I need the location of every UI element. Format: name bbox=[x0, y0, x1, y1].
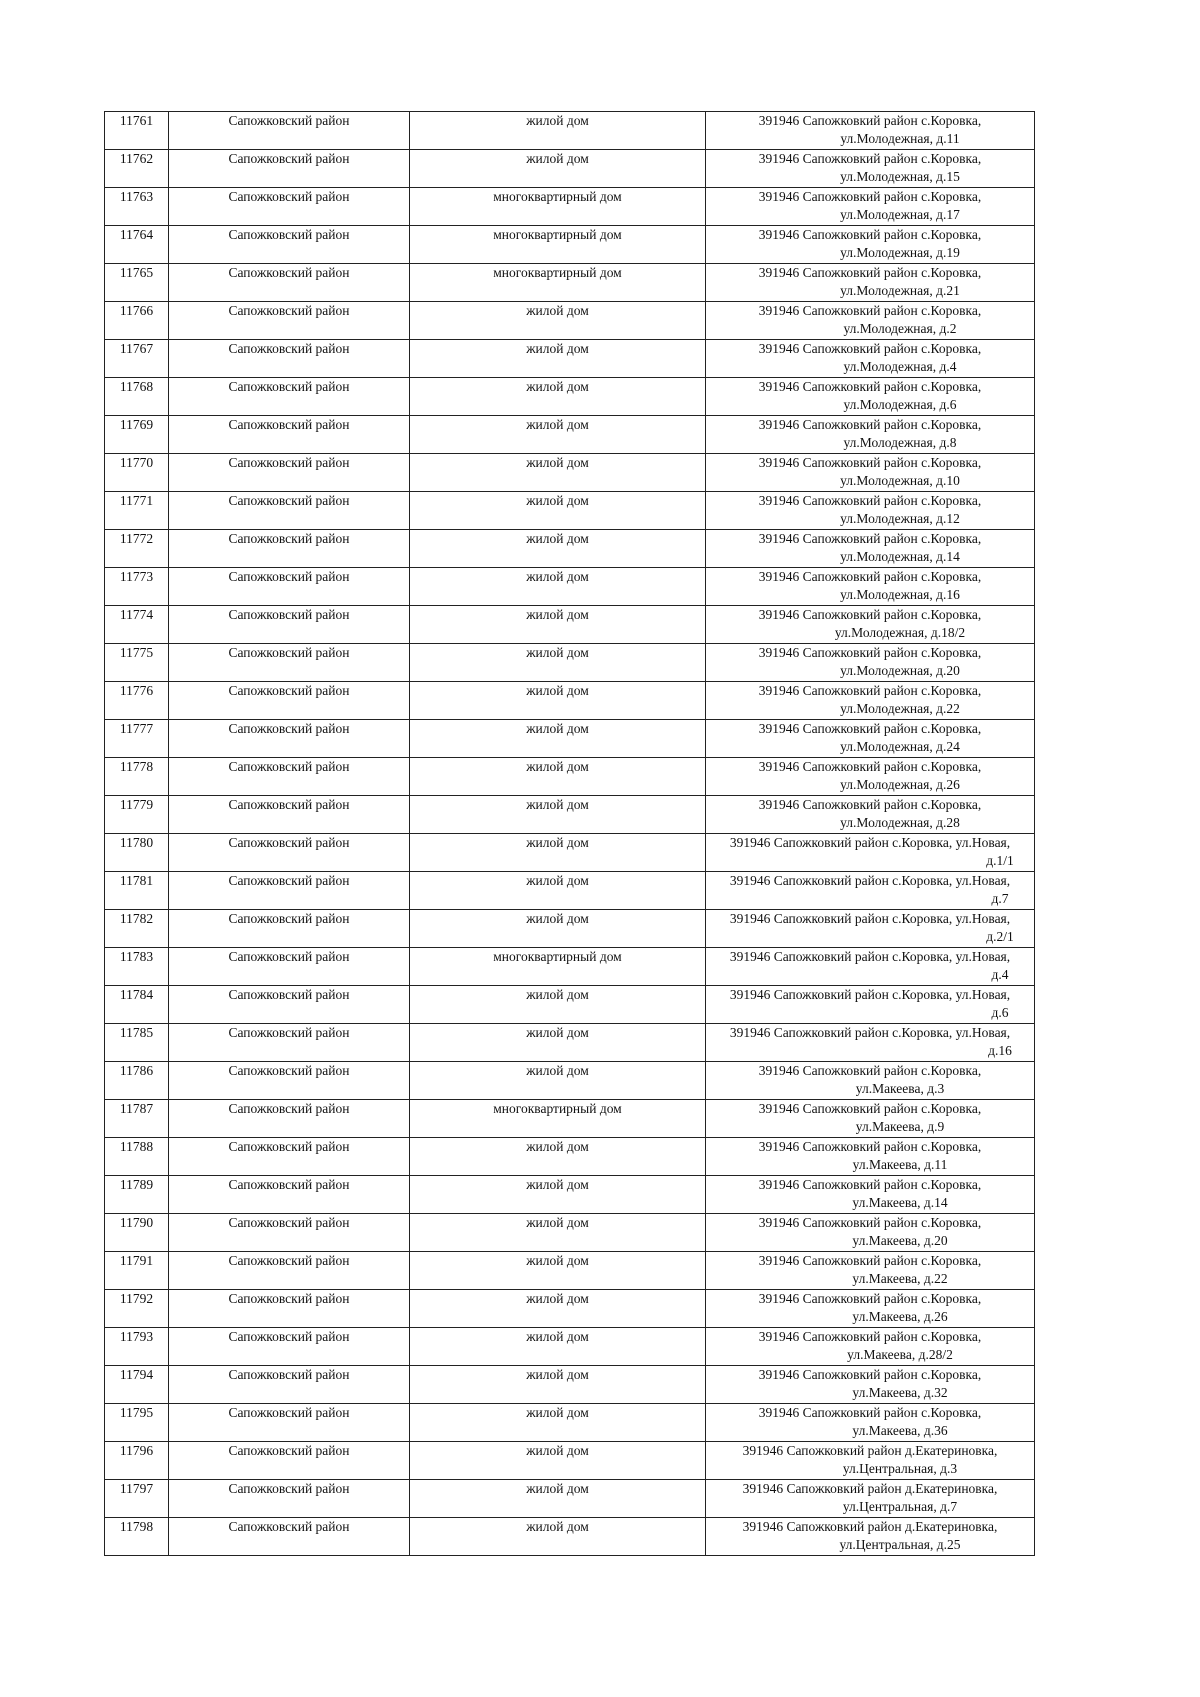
row-number-cell: 11764 bbox=[105, 226, 169, 264]
table-row bbox=[105, 226, 1035, 264]
address-cell bbox=[706, 112, 1035, 150]
row-number-cell: 11767 bbox=[105, 340, 169, 378]
address-line-1: 391946 Сапожковкий район с.Коровка, ул.Новая, bbox=[729, 1025, 1011, 1040]
table-row bbox=[105, 1214, 1035, 1252]
row-number-cell: 11773 bbox=[105, 568, 169, 606]
address-cell bbox=[706, 872, 1035, 910]
address-cell bbox=[706, 1480, 1035, 1518]
district-cell: Сапожковский район bbox=[169, 1252, 410, 1290]
address-cell bbox=[706, 1100, 1035, 1138]
building-type-cell: жилой дом bbox=[410, 682, 706, 720]
address-line-2: ул.Макеева, д.36 bbox=[852, 1423, 948, 1438]
row-number-cell: 11762 bbox=[105, 150, 169, 188]
building-type-cell: жилой дом bbox=[410, 758, 706, 796]
district-cell: Сапожковский район bbox=[169, 1290, 410, 1328]
table-row bbox=[105, 188, 1035, 226]
address-line-2: ул.Молодежная, д.11 bbox=[840, 131, 960, 146]
building-type-cell: жилой дом bbox=[410, 872, 706, 910]
address-line-2: ул.Молодежная, д.12 bbox=[840, 511, 960, 526]
building-type-cell: жилой дом bbox=[410, 1480, 706, 1518]
address-line-1: 391946 Сапожковкий район с.Коровка, ул.Новая, bbox=[729, 873, 1011, 888]
address-cell bbox=[706, 1328, 1035, 1366]
address-line-2: ул.Молодежная, д.20 bbox=[840, 663, 960, 678]
address-line-2: ул.Молодежная, д.17 bbox=[840, 207, 960, 222]
address-line-2: ул.Молодежная, д.26 bbox=[840, 777, 960, 792]
row-number-cell: 11771 bbox=[105, 492, 169, 530]
district-cell: Сапожковский район bbox=[169, 1214, 410, 1252]
table-row bbox=[105, 264, 1035, 302]
address-line-1: 391946 Сапожковкий район д.Екатериновка, bbox=[742, 1519, 998, 1534]
building-type-cell: жилой дом bbox=[410, 1252, 706, 1290]
row-number-cell: 11768 bbox=[105, 378, 169, 416]
building-type-cell: многоквартирный дом bbox=[410, 264, 706, 302]
address-line-2: ул.Макеева, д.9 bbox=[855, 1119, 945, 1134]
row-number-cell: 11788 bbox=[105, 1138, 169, 1176]
row-number-cell: 11774 bbox=[105, 606, 169, 644]
address-cell bbox=[706, 1252, 1035, 1290]
address-line-2: ул.Макеева, д.22 bbox=[852, 1271, 948, 1286]
row-number-cell: 11794 bbox=[105, 1366, 169, 1404]
table-row bbox=[105, 1518, 1035, 1556]
district-cell: Сапожковский район bbox=[169, 1442, 410, 1480]
address-line-2: ул.Макеева, д.20 bbox=[852, 1233, 948, 1248]
district-cell: Сапожковский район bbox=[169, 1518, 410, 1556]
building-type-cell: жилой дом bbox=[410, 1138, 706, 1176]
district-cell: Сапожковский район bbox=[169, 226, 410, 264]
district-cell: Сапожковский район bbox=[169, 568, 410, 606]
building-type-cell: жилой дом bbox=[410, 834, 706, 872]
table-row bbox=[105, 1290, 1035, 1328]
building-type-cell: многоквартирный дом bbox=[410, 948, 706, 986]
table-row bbox=[105, 720, 1035, 758]
building-type-cell: жилой дом bbox=[410, 416, 706, 454]
district-cell: Сапожковский район bbox=[169, 986, 410, 1024]
table-row bbox=[105, 796, 1035, 834]
address-line-1: 391946 Сапожковкий район с.Коровка, bbox=[758, 227, 982, 242]
table-row bbox=[105, 910, 1035, 948]
table-row bbox=[105, 150, 1035, 188]
district-cell: Сапожковский район bbox=[169, 264, 410, 302]
row-number-cell: 11789 bbox=[105, 1176, 169, 1214]
address-cell bbox=[706, 948, 1035, 986]
table-row bbox=[105, 1138, 1035, 1176]
address-cell bbox=[706, 188, 1035, 226]
table-row bbox=[105, 568, 1035, 606]
district-cell: Сапожковский район bbox=[169, 1176, 410, 1214]
address-line-2: ул.Макеева, д.3 bbox=[855, 1081, 945, 1096]
address-line-1: 391946 Сапожковкий район с.Коровка, bbox=[758, 683, 982, 698]
table-row bbox=[105, 416, 1035, 454]
row-number-cell: 11792 bbox=[105, 1290, 169, 1328]
building-type-cell: многоквартирный дом bbox=[410, 226, 706, 264]
address-cell bbox=[706, 1518, 1035, 1556]
building-type-cell: жилой дом bbox=[410, 606, 706, 644]
row-number-cell: 11791 bbox=[105, 1252, 169, 1290]
row-number-cell: 11790 bbox=[105, 1214, 169, 1252]
address-line-2: ул.Центральная, д.25 bbox=[839, 1537, 961, 1552]
address-line-1: 391946 Сапожковкий район с.Коровка, bbox=[758, 265, 982, 280]
row-number-cell: 11775 bbox=[105, 644, 169, 682]
address-line-1: 391946 Сапожковкий район с.Коровка, bbox=[758, 417, 982, 432]
building-type-cell: жилой дом bbox=[410, 796, 706, 834]
table-row bbox=[105, 530, 1035, 568]
table-row bbox=[105, 340, 1035, 378]
address-cell bbox=[706, 644, 1035, 682]
address-line-2: ул.Молодежная, д.15 bbox=[840, 169, 960, 184]
address-cell bbox=[706, 226, 1035, 264]
address-cell bbox=[706, 340, 1035, 378]
building-type-cell: жилой дом bbox=[410, 1442, 706, 1480]
address-line-2: ул.Макеева, д.26 bbox=[852, 1309, 948, 1324]
table-row bbox=[105, 1024, 1035, 1062]
address-cell bbox=[706, 1366, 1035, 1404]
district-cell: Сапожковский район bbox=[169, 948, 410, 986]
address-line-1: 391946 Сапожковкий район с.Коровка, bbox=[758, 1101, 982, 1116]
address-line-2: д.7 bbox=[991, 891, 1009, 906]
table-row bbox=[105, 644, 1035, 682]
table-row bbox=[105, 1442, 1035, 1480]
address-line-2: ул.Макеева, д.32 bbox=[852, 1385, 948, 1400]
table-row bbox=[105, 682, 1035, 720]
building-type-cell: многоквартирный дом bbox=[410, 188, 706, 226]
building-type-cell: жилой дом bbox=[410, 112, 706, 150]
table-row bbox=[105, 606, 1035, 644]
address-line-2: ул.Молодежная, д.4 bbox=[843, 359, 957, 374]
address-line-2: ул.Центральная, д.7 bbox=[842, 1499, 958, 1514]
address-line-2: ул.Молодежная, д.14 bbox=[840, 549, 960, 564]
address-cell bbox=[706, 1024, 1035, 1062]
address-line-2: ул.Центральная, д.3 bbox=[842, 1461, 958, 1476]
building-type-cell: жилой дом bbox=[410, 378, 706, 416]
building-type-cell: жилой дом bbox=[410, 1024, 706, 1062]
address-cell bbox=[706, 416, 1035, 454]
table-row bbox=[105, 302, 1035, 340]
address-line-1: 391946 Сапожковкий район с.Коровка, bbox=[758, 493, 982, 508]
district-cell: Сапожковский район bbox=[169, 1138, 410, 1176]
address-line-2: ул.Молодежная, д.18/2 bbox=[834, 625, 966, 640]
registry-body bbox=[105, 112, 1035, 1556]
table-row bbox=[105, 1328, 1035, 1366]
address-cell bbox=[706, 796, 1035, 834]
address-line-2: д.1/1 bbox=[986, 853, 1014, 868]
address-line-1: 391946 Сапожковкий район с.Коровка, bbox=[758, 1329, 982, 1344]
address-cell bbox=[706, 264, 1035, 302]
address-cell bbox=[706, 1138, 1035, 1176]
row-number-cell: 11770 bbox=[105, 454, 169, 492]
address-line-1: 391946 Сапожковкий район с.Коровка, bbox=[758, 1291, 982, 1306]
address-line-2: ул.Молодежная, д.28 bbox=[840, 815, 960, 830]
row-number-cell: 11783 bbox=[105, 948, 169, 986]
address-line-2: ул.Макеева, д.28/2 bbox=[847, 1347, 953, 1362]
row-number-cell: 11786 bbox=[105, 1062, 169, 1100]
address-cell bbox=[706, 720, 1035, 758]
table-row bbox=[105, 112, 1035, 150]
district-cell: Сапожковский район bbox=[169, 150, 410, 188]
address-line-1: 391946 Сапожковкий район с.Коровка, bbox=[758, 113, 982, 128]
address-line-2: ул.Молодежная, д.24 bbox=[840, 739, 960, 754]
district-cell: Сапожковский район bbox=[169, 834, 410, 872]
building-type-cell: жилой дом bbox=[410, 1290, 706, 1328]
address-line-1: 391946 Сапожковкий район с.Коровка, bbox=[758, 607, 982, 622]
address-line-1: 391946 Сапожковкий район с.Коровка, bbox=[758, 1063, 982, 1078]
table-row bbox=[105, 986, 1035, 1024]
address-line-2: д.4 bbox=[991, 967, 1009, 982]
district-cell: Сапожковский район bbox=[169, 910, 410, 948]
row-number-cell: 11796 bbox=[105, 1442, 169, 1480]
district-cell: Сапожковский район bbox=[169, 340, 410, 378]
address-line-1: 391946 Сапожковкий район с.Коровка, bbox=[758, 1215, 982, 1230]
row-number-cell: 11765 bbox=[105, 264, 169, 302]
address-line-2: ул.Макеева, д.14 bbox=[852, 1195, 948, 1210]
row-number-cell: 11772 bbox=[105, 530, 169, 568]
address-cell bbox=[706, 834, 1035, 872]
table-row bbox=[105, 1062, 1035, 1100]
address-line-1: 391946 Сапожковкий район с.Коровка, bbox=[758, 531, 982, 546]
address-cell bbox=[706, 530, 1035, 568]
district-cell: Сапожковский район bbox=[169, 644, 410, 682]
address-cell bbox=[706, 986, 1035, 1024]
building-type-cell: жилой дом bbox=[410, 568, 706, 606]
address-line-1: 391946 Сапожковкий район с.Коровка, bbox=[758, 303, 982, 318]
district-cell: Сапожковский район bbox=[169, 1100, 410, 1138]
address-line-2: д.16 bbox=[988, 1043, 1012, 1058]
address-cell bbox=[706, 1214, 1035, 1252]
row-number-cell: 11776 bbox=[105, 682, 169, 720]
district-cell: Сапожковский район bbox=[169, 530, 410, 568]
district-cell: Сапожковский район bbox=[169, 112, 410, 150]
address-line-1: 391946 Сапожковкий район с.Коровка, bbox=[758, 569, 982, 584]
address-line-1: 391946 Сапожковкий район с.Коровка, bbox=[758, 721, 982, 736]
address-line-1: 391946 Сапожковкий район с.Коровка, bbox=[758, 1253, 982, 1268]
address-cell bbox=[706, 1062, 1035, 1100]
address-line-1: 391946 Сапожковкий район с.Коровка, bbox=[758, 151, 982, 166]
row-number-cell: 11779 bbox=[105, 796, 169, 834]
district-cell: Сапожковский район bbox=[169, 416, 410, 454]
table-row bbox=[105, 872, 1035, 910]
district-cell: Сапожковский район bbox=[169, 606, 410, 644]
table-row bbox=[105, 454, 1035, 492]
address-cell bbox=[706, 758, 1035, 796]
row-number-cell: 11769 bbox=[105, 416, 169, 454]
row-number-cell: 11797 bbox=[105, 1480, 169, 1518]
row-number-cell: 11763 bbox=[105, 188, 169, 226]
district-cell: Сапожковский район bbox=[169, 492, 410, 530]
row-number-cell: 11785 bbox=[105, 1024, 169, 1062]
row-number-cell: 11784 bbox=[105, 986, 169, 1024]
address-line-1: 391946 Сапожковкий район с.Коровка, ул.Новая, bbox=[729, 949, 1011, 964]
row-number-cell: 11761 bbox=[105, 112, 169, 150]
address-cell bbox=[706, 492, 1035, 530]
address-line-2: ул.Молодежная, д.16 bbox=[840, 587, 960, 602]
address-cell bbox=[706, 910, 1035, 948]
housing-registry-table bbox=[104, 111, 1035, 1556]
address-line-2: ул.Молодежная, д.22 bbox=[840, 701, 960, 716]
address-cell bbox=[706, 302, 1035, 340]
building-type-cell: жилой дом bbox=[410, 1214, 706, 1252]
address-line-1: 391946 Сапожковкий район с.Коровка, bbox=[758, 759, 982, 774]
building-type-cell: жилой дом bbox=[410, 1404, 706, 1442]
address-cell bbox=[706, 1176, 1035, 1214]
address-line-2: д.6 bbox=[991, 1005, 1009, 1020]
district-cell: Сапожковский район bbox=[169, 454, 410, 492]
table-row bbox=[105, 1252, 1035, 1290]
address-line-1: 391946 Сапожковкий район с.Коровка, bbox=[758, 1367, 982, 1382]
address-line-1: 391946 Сапожковкий район с.Коровка, bbox=[758, 1405, 982, 1420]
building-type-cell: жилой дом bbox=[410, 910, 706, 948]
table-row bbox=[105, 834, 1035, 872]
building-type-cell: жилой дом bbox=[410, 986, 706, 1024]
address-line-2: ул.Молодежная, д.6 bbox=[843, 397, 957, 412]
building-type-cell: жилой дом bbox=[410, 720, 706, 758]
district-cell: Сапожковский район bbox=[169, 378, 410, 416]
address-cell bbox=[706, 150, 1035, 188]
building-type-cell: жилой дом bbox=[410, 492, 706, 530]
address-line-1: 391946 Сапожковкий район с.Коровка, ул.Новая, bbox=[729, 987, 1011, 1002]
district-cell: Сапожковский район bbox=[169, 720, 410, 758]
address-line-2: д.2/1 bbox=[986, 929, 1014, 944]
table-row bbox=[105, 758, 1035, 796]
district-cell: Сапожковский район bbox=[169, 1328, 410, 1366]
address-line-1: 391946 Сапожковкий район с.Коровка, bbox=[758, 455, 982, 470]
table-row bbox=[105, 1176, 1035, 1214]
row-number-cell: 11780 bbox=[105, 834, 169, 872]
building-type-cell: жилой дом bbox=[410, 302, 706, 340]
address-line-2: ул.Молодежная, д.19 bbox=[840, 245, 960, 260]
address-line-2: ул.Макеева, д.11 bbox=[852, 1157, 948, 1172]
district-cell: Сапожковский район bbox=[169, 1480, 410, 1518]
district-cell: Сапожковский район bbox=[169, 758, 410, 796]
row-number-cell: 11793 bbox=[105, 1328, 169, 1366]
address-line-1: 391946 Сапожковкий район с.Коровка, bbox=[758, 341, 982, 356]
address-line-2: ул.Молодежная, д.10 bbox=[840, 473, 960, 488]
address-line-1: 391946 Сапожковкий район с.Коровка, bbox=[758, 379, 982, 394]
district-cell: Сапожковский район bbox=[169, 1366, 410, 1404]
building-type-cell: жилой дом bbox=[410, 644, 706, 682]
table-row bbox=[105, 1366, 1035, 1404]
district-cell: Сапожковский район bbox=[169, 1404, 410, 1442]
address-cell bbox=[706, 1442, 1035, 1480]
district-cell: Сапожковский район bbox=[169, 682, 410, 720]
row-number-cell: 11778 bbox=[105, 758, 169, 796]
address-line-1: 391946 Сапожковкий район с.Коровка, ул.Новая, bbox=[729, 911, 1011, 926]
address-cell bbox=[706, 1290, 1035, 1328]
row-number-cell: 11782 bbox=[105, 910, 169, 948]
district-cell: Сапожковский район bbox=[169, 1062, 410, 1100]
building-type-cell: жилой дом bbox=[410, 530, 706, 568]
address-cell bbox=[706, 378, 1035, 416]
address-line-2: ул.Молодежная, д.21 bbox=[840, 283, 960, 298]
building-type-cell: жилой дом bbox=[410, 454, 706, 492]
building-type-cell: жилой дом bbox=[410, 1176, 706, 1214]
address-line-1: 391946 Сапожковкий район с.Коровка, bbox=[758, 1177, 982, 1192]
building-type-cell: жилой дом bbox=[410, 1062, 706, 1100]
district-cell: Сапожковский район bbox=[169, 188, 410, 226]
building-type-cell: жилой дом bbox=[410, 150, 706, 188]
address-line-1: 391946 Сапожковкий район с.Коровка, bbox=[758, 645, 982, 660]
address-line-1: 391946 Сапожковкий район с.Коровка, bbox=[758, 1139, 982, 1154]
address-cell bbox=[706, 454, 1035, 492]
row-number-cell: 11766 bbox=[105, 302, 169, 340]
table-row bbox=[105, 1480, 1035, 1518]
building-type-cell: жилой дом bbox=[410, 340, 706, 378]
row-number-cell: 11787 bbox=[105, 1100, 169, 1138]
district-cell: Сапожковский район bbox=[169, 796, 410, 834]
address-line-1: 391946 Сапожковкий район с.Коровка, bbox=[758, 797, 982, 812]
table-row bbox=[105, 948, 1035, 986]
address-cell bbox=[706, 606, 1035, 644]
address-line-1: 391946 Сапожковкий район д.Екатериновка, bbox=[742, 1443, 998, 1458]
building-type-cell: многоквартирный дом bbox=[410, 1100, 706, 1138]
address-cell bbox=[706, 1404, 1035, 1442]
row-number-cell: 11777 bbox=[105, 720, 169, 758]
address-line-1: 391946 Сапожковкий район с.Коровка, bbox=[758, 189, 982, 204]
row-number-cell: 11781 bbox=[105, 872, 169, 910]
row-number-cell: 11798 bbox=[105, 1518, 169, 1556]
district-cell: Сапожковский район bbox=[169, 1024, 410, 1062]
address-line-2: ул.Молодежная, д.8 bbox=[843, 435, 957, 450]
address-cell bbox=[706, 568, 1035, 606]
row-number-cell: 11795 bbox=[105, 1404, 169, 1442]
table-row bbox=[105, 1404, 1035, 1442]
building-type-cell: жилой дом bbox=[410, 1366, 706, 1404]
address-line-1: 391946 Сапожковкий район д.Екатериновка, bbox=[742, 1481, 998, 1496]
district-cell: Сапожковский район bbox=[169, 302, 410, 340]
table-row bbox=[105, 492, 1035, 530]
building-type-cell: жилой дом bbox=[410, 1518, 706, 1556]
address-line-2: ул.Молодежная, д.2 bbox=[843, 321, 957, 336]
table-row bbox=[105, 378, 1035, 416]
district-cell: Сапожковский район bbox=[169, 872, 410, 910]
address-line-1: 391946 Сапожковкий район с.Коровка, ул.Новая, bbox=[729, 835, 1011, 850]
building-type-cell: жилой дом bbox=[410, 1328, 706, 1366]
table-row bbox=[105, 1100, 1035, 1138]
address-cell bbox=[706, 682, 1035, 720]
